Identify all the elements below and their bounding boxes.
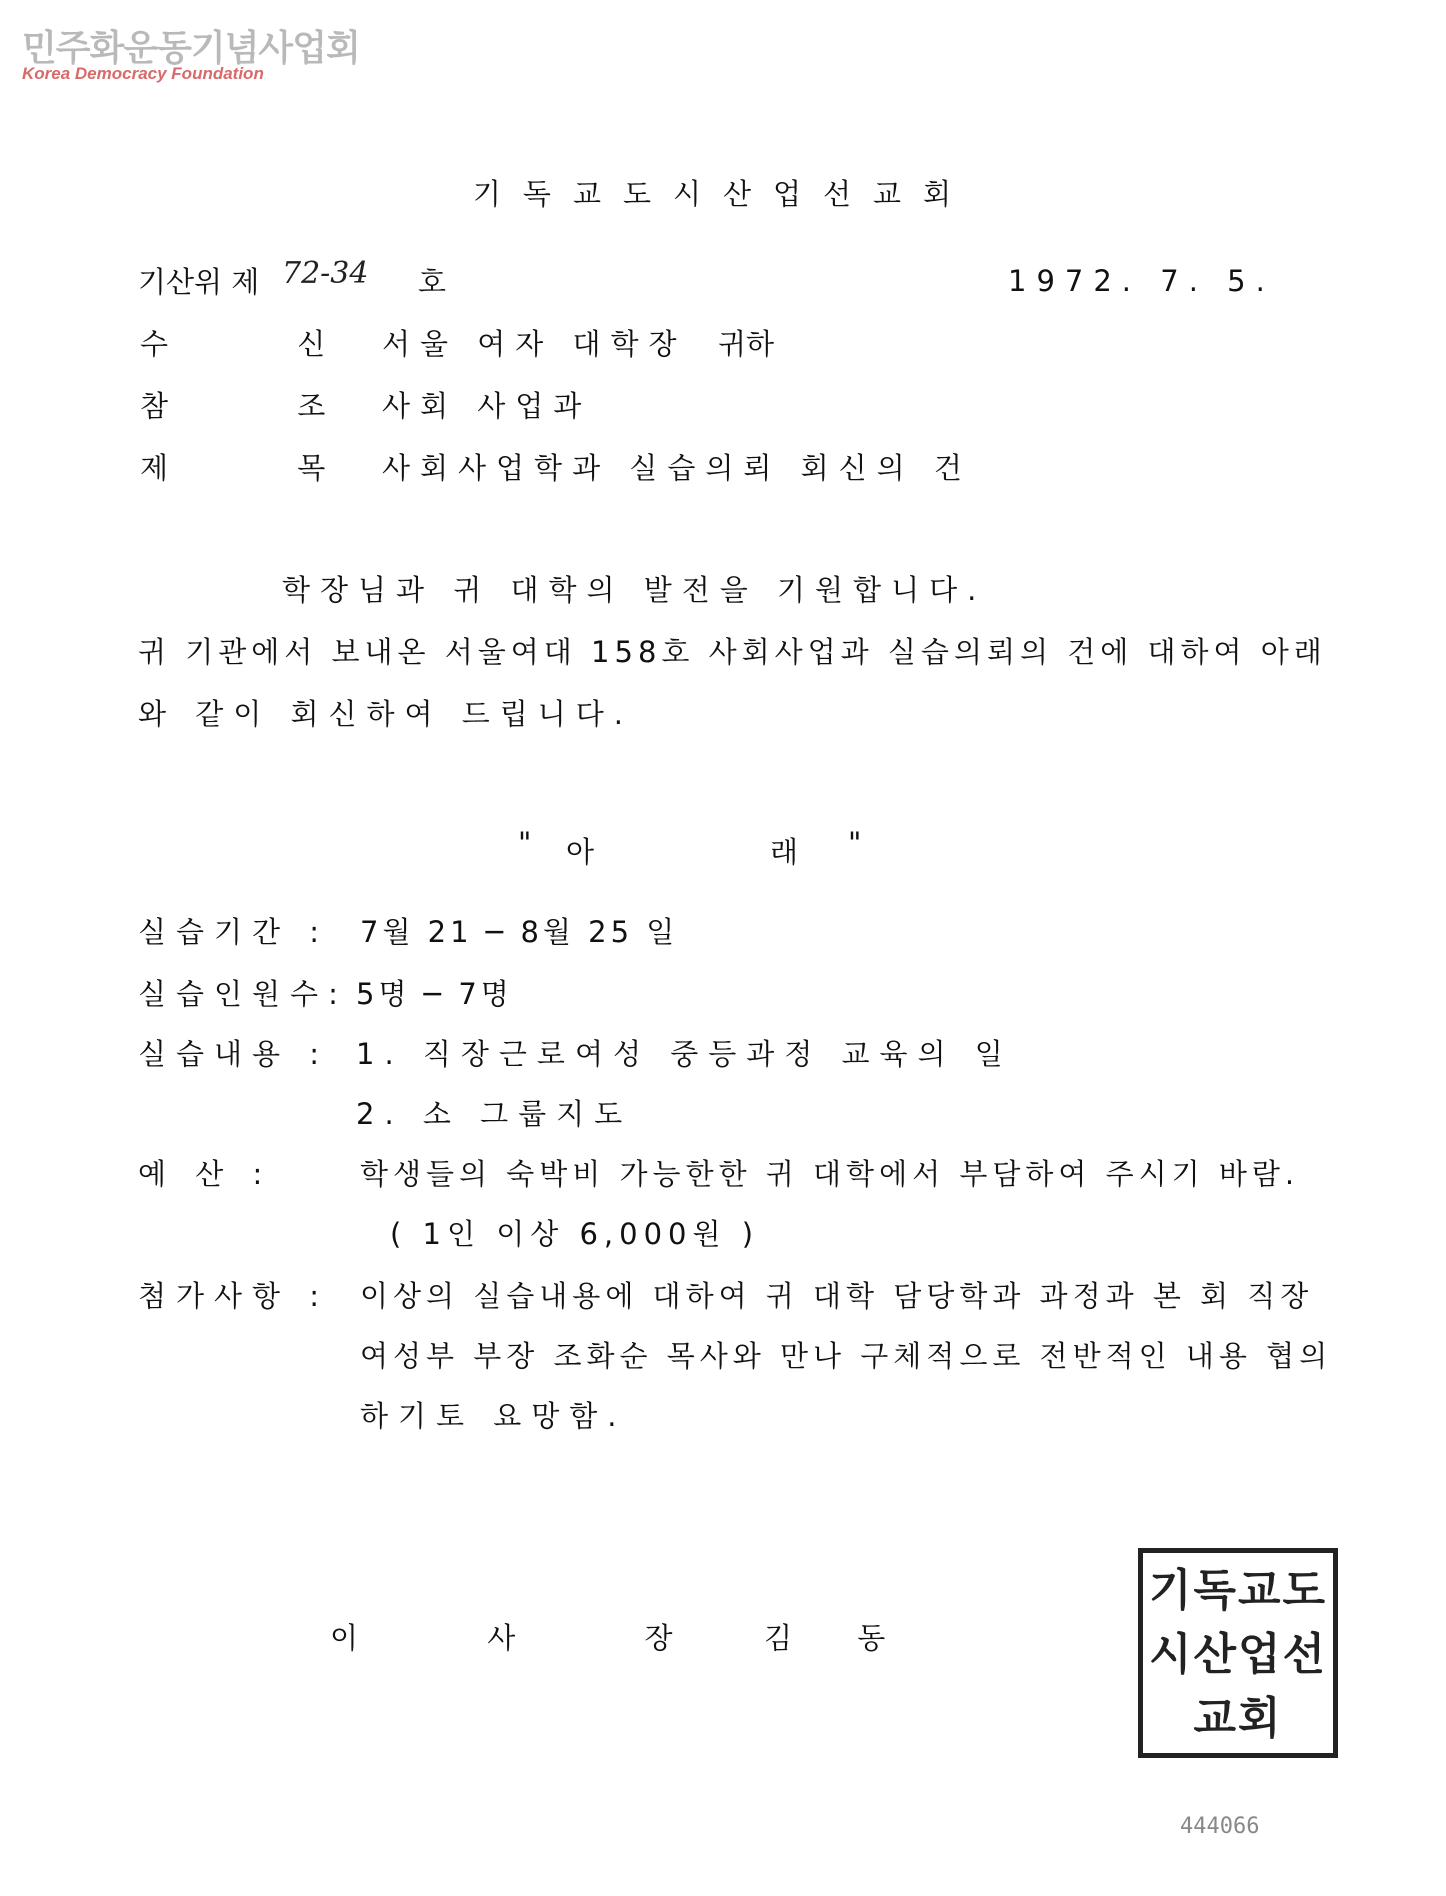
content-line-2: 2. 소 그룹지도 — [356, 1097, 633, 1131]
archive-number: 444066 — [1180, 1814, 1260, 1839]
signature-title: 이 사 장 — [330, 1621, 733, 1655]
heading-left: 아 — [566, 835, 595, 869]
content-label: 실습내용 : — [138, 1037, 330, 1071]
headcount-value: 5명 ─ 7명 — [356, 977, 513, 1011]
doc-date: 1972. 7. 5. — [1008, 264, 1275, 298]
recipient-value: 서울 여자 대학장 — [382, 327, 687, 361]
subject-label: 제 목 — [140, 451, 386, 485]
notes-line-3: 하기토 요망함. — [360, 1399, 627, 1433]
body-line-2: 귀 기관에서 보내온 서울여대 158호 사회사업과 실습의뢰의 건에 대하여 아래 — [138, 635, 1327, 669]
content-line-1: 1. 직장근로여성 중등과정 교육의 일 — [356, 1037, 1013, 1071]
signature-name: 김 동 — [764, 1621, 914, 1655]
notes-line-1: 이상의 실습내용에 대하여 귀 대학 담당학과 과정과 본 회 직장 — [360, 1279, 1314, 1313]
letterhead: 기독교도시산업선교회 — [472, 177, 974, 211]
heading-right: 래 — [770, 835, 799, 869]
doc-ref-number: 72-34 — [282, 256, 369, 291]
doc-ref-suffix: 호 — [418, 265, 447, 299]
recipient-honorific: 귀하 — [718, 327, 775, 361]
official-seal — [1138, 1548, 1338, 1758]
budget-line-1: 학생들의 숙박비 가능한한 귀 대학에서 부담하여 주시기 바람. — [360, 1157, 1300, 1191]
seal-text: 기독교도시산업선교회 — [1149, 1565, 1328, 1744]
body-line-1: 학장님과 귀 대학의 발전을 기원합니다. — [282, 573, 987, 607]
heading-close-quote: " — [848, 826, 862, 860]
doc-ref-prefix: 기산위 제 — [138, 265, 260, 299]
budget-label: 예 산 : — [138, 1157, 273, 1191]
budget-line-2: ( 1인 이상 6,000원 ) — [390, 1217, 760, 1251]
heading-open-quote: " — [518, 826, 532, 860]
headcount-label: 실습인원수: — [138, 977, 348, 1011]
period-label: 실습기간 : — [138, 915, 330, 949]
watermark-english: Korea Democracy Foundation — [22, 64, 264, 83]
notes-label: 첨가사항 : — [138, 1279, 330, 1313]
subject-value: 사회사업학과 실습의뢰 회신의 건 — [382, 451, 972, 485]
notes-line-2: 여성부 부장 조화순 목사와 만나 구체적으로 전반적인 내용 협의 — [360, 1339, 1333, 1373]
period-value: 7월 21 ─ 8월 25 일 — [360, 915, 679, 949]
recipient-label: 수 신 — [140, 327, 386, 361]
watermark-korean: 민주화운동기념사업회 — [22, 28, 360, 69]
reference-label: 참 조 — [140, 389, 386, 423]
body-line-3: 와 같이 회신하여 드립니다. — [138, 697, 634, 731]
reference-value: 사회 사업과 — [382, 389, 592, 423]
